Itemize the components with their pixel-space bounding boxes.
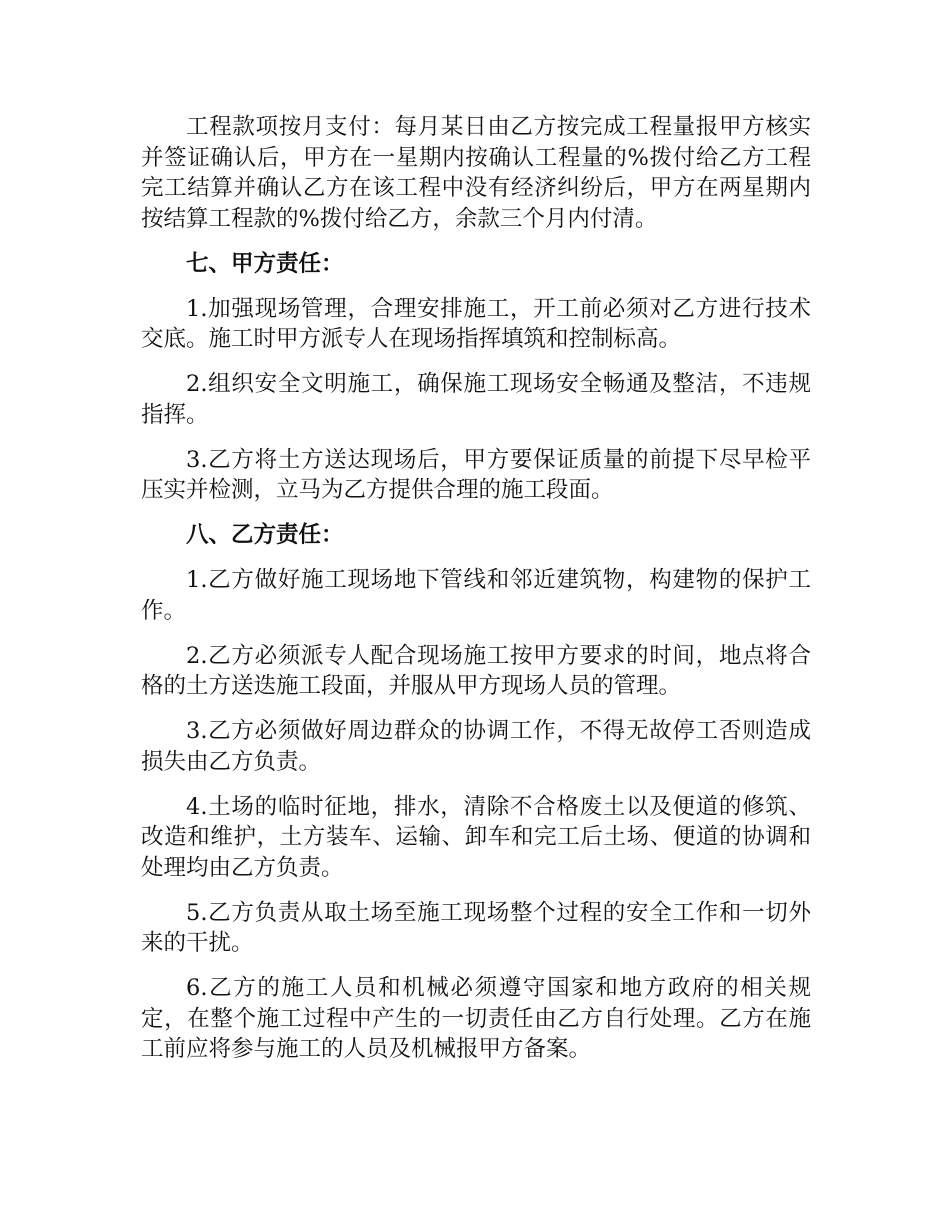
section-8-heading: 八、乙方责任： xyxy=(186,522,344,548)
section-8-item-3: 3.乙方必须做好周边群众的协调工作，不得无故停工否则造成损失由乙方负责。 xyxy=(141,718,811,775)
section-8-item-2: 2.乙方必须派专人配合现场施工按甲方要求的时间，地点将合格的土方送迭施工段面，并服从甲方现场人员的管理。 xyxy=(141,642,811,699)
section-7-item-1: 1.加强现场管理，合理安排施工，开工前必须对乙方进行技术交底。施工时甲方派专人在现场指挥填筑和控制标高。 xyxy=(141,295,811,352)
section-8-item-4: 4.土场的临时征地，排水，清除不合格废土以及便道的修筑、改造和维护，土方装车、运输、卸车和完工后土场、便道的协调和处理均由乙方负责。 xyxy=(141,793,811,881)
section-8-item-6: 6.乙方的施工人员和机械必须遵守国家和地方政府的相关规定，在整个施工过程中产生的一切责任由乙方自行处理。乙方在施工前应将参与施工的人员及机械报甲方备案。 xyxy=(141,975,811,1062)
section-7-heading: 七、甲方责任： xyxy=(186,250,344,277)
payment-terms-paragraph: 工程款项按月支付：每月某日由乙方按完成工程量报甲方核实并签证确认后，甲方在一星期内按确认工程量的%拨付给乙方工程完工结算并确认乙方在该工程中没有经济纠纷后，甲方在两星期内按结算工程款的%拨付给乙方，余款三个月内付清。 xyxy=(141,114,811,232)
section-7-item-2: 2.组织安全文明施工，确保施工现场安全畅通及整洁，不违规指挥。 xyxy=(141,371,811,428)
document-body xyxy=(141,112,811,1079)
section-8-item-5: 5.乙方负责从取土场至施工现场整个过程的安全工作和一切外来的干扰。 xyxy=(141,899,811,956)
section-8-item-1: 1.乙方做好施工现场地下管线和邻近建筑物，构建物的保护工作。 xyxy=(141,567,811,624)
section-7-item-3: 3.乙方将土方送达现场后，甲方要保证质量的前提下尽早检平压实并检测，立马为乙方提供合理的施工段面。 xyxy=(141,446,811,503)
